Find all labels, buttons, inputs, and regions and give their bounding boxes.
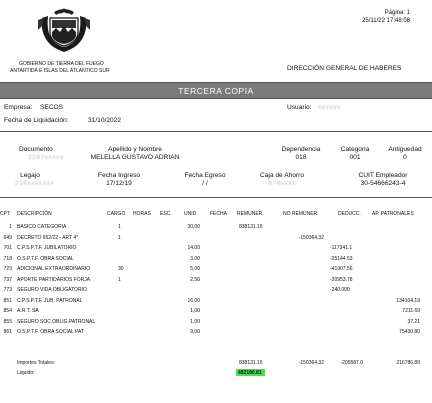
col-header-descripcion: DESCRIPCIÓN: [17, 211, 52, 217]
cell-unid: 30,00: [187, 224, 200, 230]
cell-deducc: -117341.1: [330, 245, 353, 251]
col-header-cpt: CPT: [0, 211, 10, 217]
col-header-esc: ESC.: [160, 211, 172, 217]
cell-descripcion: BASICO CATEGORIA: [17, 224, 67, 230]
cuit-label: CUIT Empleador: [358, 172, 408, 179]
col-header-fecha: FECHA: [210, 211, 227, 217]
cell-cargo: 1: [118, 276, 121, 283]
provincial-emblem-icon: [34, 6, 94, 54]
dependencia-value: 018: [295, 154, 307, 161]
cell-unid: 16,00: [187, 297, 200, 304]
col-header-cargo: CARGO: [107, 211, 126, 217]
liquido-value: 482180.81: [238, 370, 262, 376]
cell-cargo: 30: [118, 266, 124, 272]
cell-no-remuner: -150364.32: [298, 234, 324, 241]
antiguedad-value: 0: [403, 154, 407, 161]
empresa-value: SECOS: [40, 104, 64, 111]
cell-descripcion: SEGURO VIDA OBLIGATORIO: [17, 287, 87, 293]
org-line-1: GOBIERNO DE TIERRA DEL FUEGO: [19, 61, 104, 67]
totals-no-remuner: -150364.32: [298, 360, 324, 366]
legajo-value: 216xxxxxxx: [15, 180, 55, 187]
usuario-value: xxxxxx: [318, 104, 341, 111]
cell-unid: 1,00: [190, 318, 200, 325]
cell-cargo: 1: [118, 224, 121, 230]
cuit-value: 30-54666243-4: [360, 180, 406, 187]
fecha-liquidacion-value: 31/10/2022: [88, 117, 122, 124]
divider: [0, 131, 432, 132]
copy-title: TERCERA COPIA: [178, 86, 254, 96]
totals-ap-patronales: 216786.89: [396, 360, 420, 366]
department-title: DIRECCIÓN GENERAL DE HABERES: [287, 65, 402, 72]
col-header-deducc: DEDUCC.: [338, 211, 361, 217]
cell-deducc: -240.000: [330, 287, 350, 293]
cell-ap-patronales: 37.21: [407, 318, 420, 325]
col-header-horas: HORAS: [133, 211, 151, 217]
caja-ahorro-label: Caja de Ahorro: [260, 172, 304, 179]
usuario-label: Usuario:: [287, 104, 312, 111]
cell-descripcion: O.S.P.T.F. OBRA SOCIAL PAT: [17, 329, 85, 335]
cell-unid: 14,00: [187, 245, 200, 251]
fecha-ingreso-value: 17/12/19: [106, 180, 132, 187]
fecha-ingreso-label: Fecha Ingreso: [97, 172, 141, 179]
copy-banner: [0, 82, 432, 99]
col-header-ap-patronales: AP. PATRONALES: [372, 211, 414, 217]
nombre-value: MELELLA GUSTAVO ADRIAN: [90, 154, 180, 161]
documento-value: 2167xxxxx: [28, 154, 64, 161]
cell-cpt: 851: [3, 297, 12, 304]
col-header-unid: UNID.: [184, 211, 198, 217]
org-line-2: ANTARTIDA E ISLAS DEL ATLANTICO SUR: [10, 68, 110, 74]
cell-deducc: -25144.53: [330, 255, 353, 262]
cell-cpt: 1: [9, 224, 12, 230]
liquido-label: Liquido:: [17, 370, 35, 376]
print-datetime: 25/11/22 17:48:08: [362, 18, 410, 24]
cell-deducc: -20953.78: [330, 276, 353, 283]
divider: [0, 197, 432, 198]
totals-deducc: -205587.0: [340, 360, 363, 366]
cell-cpt: 855: [3, 318, 12, 325]
empresa-label: Empresa:: [4, 104, 33, 111]
totals-label: Importes Totales:: [17, 360, 55, 366]
documento-label: Documento: [19, 146, 53, 153]
cell-descripcion: SEGURO SOC.OBLIG.PATRONAL: [17, 318, 96, 325]
cell-ap-patronales: 134104.19: [396, 297, 420, 304]
caja-ahorro-value: 974xxxx: [268, 180, 296, 187]
cell-cpt: 723: [3, 266, 12, 272]
col-header-no-remuner: NO REMUNER.: [283, 211, 319, 217]
antiguedad-label: Antiguedad: [388, 146, 422, 153]
cell-cpt: 861: [3, 329, 12, 335]
totals-remuner: 838131.16: [239, 360, 263, 366]
dependencia-label: Dependencia: [281, 146, 321, 153]
cell-ap-patronales: 75430.80: [399, 329, 420, 335]
cell-descripcion: DECRETO 652/22 - ART 4°: [17, 234, 79, 241]
nombre-label: Apellido y Nombre: [108, 146, 162, 153]
cell-descripcion: A.R.T. SA: [17, 308, 39, 314]
categoria-value: 001: [349, 154, 361, 161]
cell-cargo: 1: [118, 234, 121, 241]
cell-cpt: 718: [3, 255, 12, 262]
fecha-liquidacion-label: Fecha de Liquidación:: [4, 117, 69, 124]
cell-unid: 3,00: [190, 255, 200, 262]
cell-descripcion: O.S.P.T.F. OBRA SOCIAL: [17, 255, 74, 262]
cell-descripcion: ADICIONAL EXTRAORDINARIO: [17, 266, 91, 272]
cell-descripcion: C.P.S.P.T.F. JUB. PATRONAL: [17, 297, 83, 304]
cell-descripcion: APORTE PARTIDARIOS FORJA: [17, 276, 91, 283]
cell-unid: 5,00: [190, 266, 200, 272]
categoria-label: Categoria: [340, 146, 370, 153]
cell-cpt: 649: [3, 234, 12, 241]
fecha-egreso-value: / /: [202, 180, 208, 187]
cell-unid: 9,00: [190, 329, 200, 335]
legajo-label: Legajo: [20, 172, 40, 179]
cell-cpt: 701: [3, 245, 12, 251]
cell-descripcion: C.P.S.P.T.F. JUBILATORIO: [17, 245, 77, 251]
cell-cpt: 854: [3, 308, 12, 314]
cell-remuner: 838131.16: [239, 224, 263, 230]
page-number: Página: 1: [384, 10, 410, 16]
cell-ap-patronales: 7211.69: [402, 308, 420, 314]
cell-cpt: 773: [3, 287, 12, 293]
cell-unid: 2,50: [190, 276, 200, 283]
col-header-remuner: REMUNER.: [237, 211, 264, 217]
fecha-egreso-label: Fecha Egreso: [184, 172, 226, 179]
cell-unid: 1,00: [190, 308, 200, 314]
cell-deducc: -41907.56: [330, 266, 353, 272]
cell-cpt: 737: [3, 276, 12, 283]
